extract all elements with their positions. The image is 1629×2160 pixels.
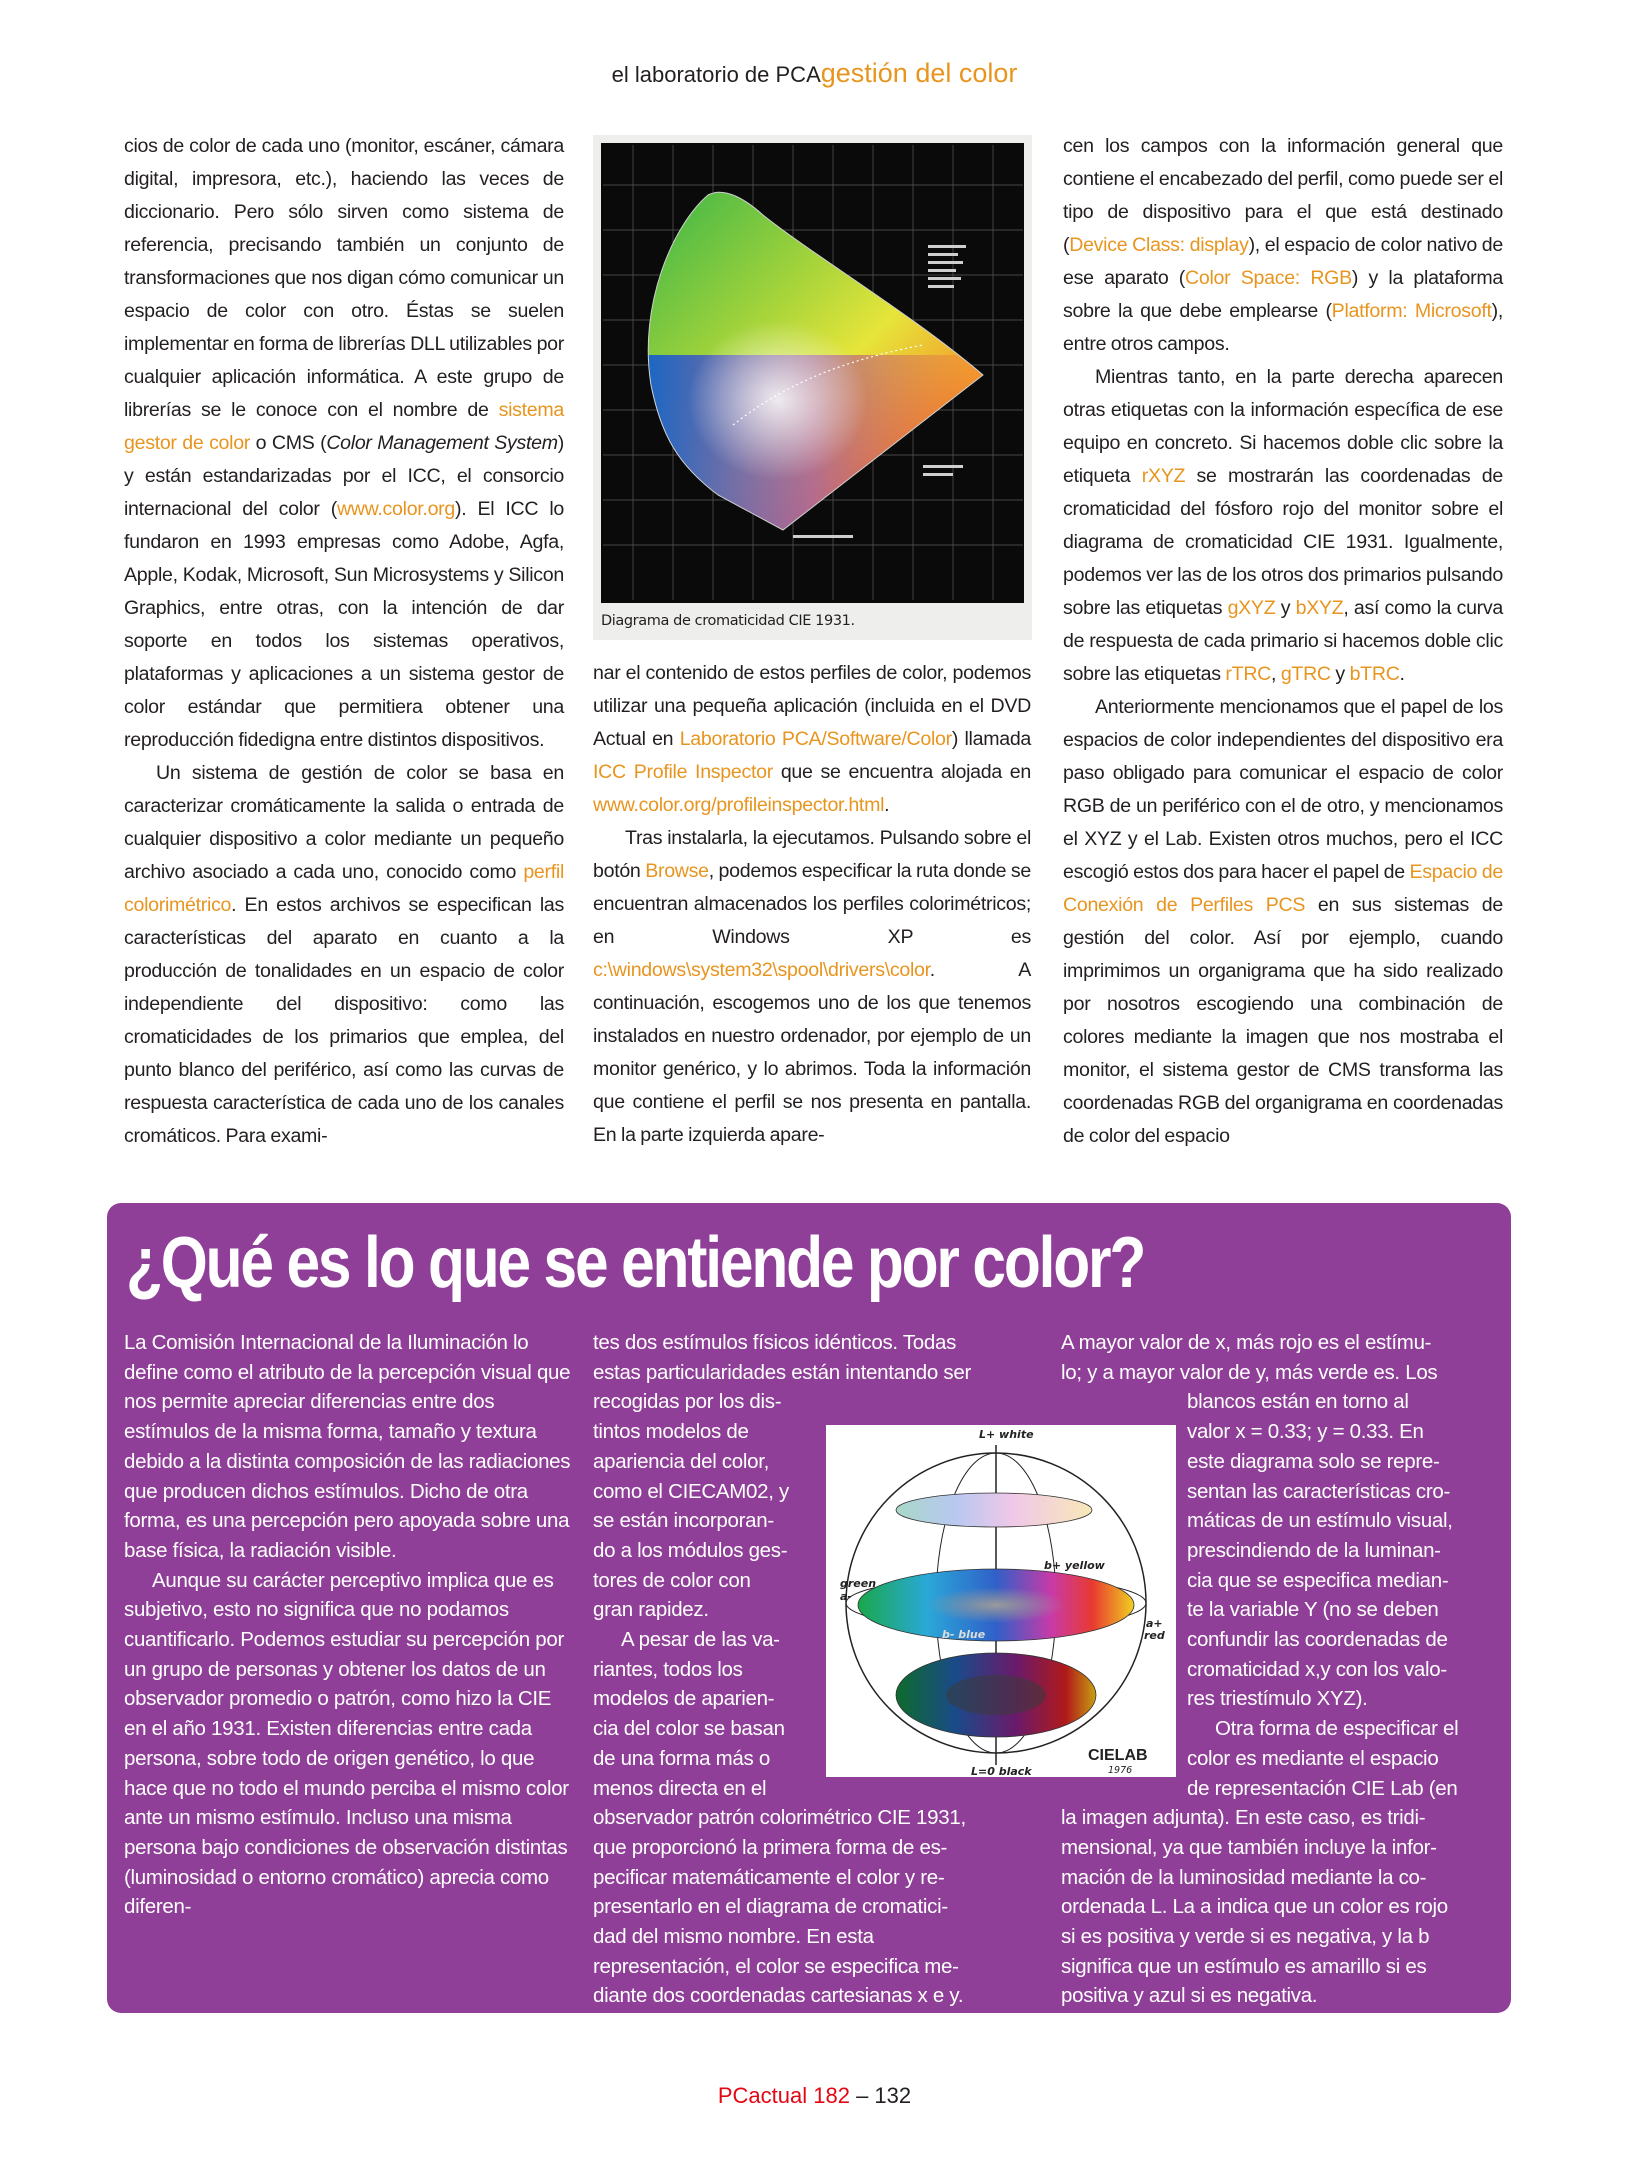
text-run: o CMS ( — [250, 432, 327, 454]
text-run: Mientras tanto, en la parte derecha aparecen otras etiquetas con la información específica de ese equipo en concreto. Si hacemos doble clic sobre la etiqueta — [1063, 366, 1503, 487]
text-run: ) y están estandarizadas por el ICC, el consorcio internacional del color ( — [124, 432, 564, 520]
label-cielab: CIELAB — [1088, 1747, 1148, 1764]
text-line: sentan las características cro- — [1187, 1479, 1450, 1503]
article-column-3 — [1063, 130, 1503, 1153]
cie-chromaticity-diagram — [593, 135, 1032, 610]
label-year: 1976 — [1108, 1765, 1133, 1776]
sidebar-box — [107, 1203, 1511, 2013]
highlight-term: rXYZ — [1141, 465, 1186, 487]
paragraph — [124, 757, 564, 1153]
text-run: que se encuentra alojada en — [772, 761, 1031, 783]
text-run: Un sistema de gestión de color se basa en caracterizar cromáticamente la salida o entrada de cualquier dispositivo a color mediante un pequeño archivo asociado a cada uno, conocido como — [124, 762, 564, 883]
text-run: . A continuación, escogemos uno de los que tenemos instalados en nuestro ordenador, por ejemplo de un monitor genérico, y lo abrimos. Toda la información que contiene el perfil se nos presenta en pantalla. En la parte izquierda apare- — [593, 959, 1031, 1146]
text-run: Tras instalarla, la ejecutamos. Pulsando sobre el botón — [593, 827, 1031, 882]
text-line: que proporcionó la primera forma de es- — [593, 1835, 948, 1859]
highlight-term: perfil colorimétrico — [124, 861, 564, 916]
text-run: ), el espacio de color nativo de ese aparato ( — [1063, 234, 1503, 289]
paragraph: La Comisión Internacional de la Iluminación lo define como el atributo de la percepción visual que nos permite apreciar diferencias entre dos estímulos de la misma forma, tamaño y textura debido a la distinta composición de las radiaciones que producen dichos estímulos. Dicho de otra forma, es una percepción pero apoyada sobre una base física, la radiación visible. — [124, 1331, 571, 1562]
highlight-term: Espacio de Conexión de Perfiles PCS — [1063, 861, 1503, 916]
text-run: ). El ICC lo fundaron en 1993 empresas como Adobe, Agfa, Apple, Kodak, Microsoft, Sun Microsystems y Silicon Graphics, entre otras, con la intención de dar soporte en todos los sistemas operativos, plataformas y aplicaciones a un sistema gestor de color estándar que permitiera obtener una reproducción fidedigna entre distintos dispositivos. — [124, 498, 564, 751]
text-run: nar el contenido de estos perfiles de color, podemos utilizar una pequeña aplicación (incluida en el DVD Actual en — [593, 662, 1031, 750]
text-line: do a los módulos ges- — [593, 1538, 788, 1562]
url-link[interactable]: www.color.org — [336, 498, 456, 520]
highlight-term: bXYZ — [1295, 597, 1344, 619]
paragraph — [1063, 130, 1503, 361]
paragraph — [124, 130, 564, 757]
text-line: gran rapidez. — [593, 1598, 709, 1622]
text-line: valor x = 0.33; y = 0.33. En — [1187, 1420, 1424, 1444]
article-column-1 — [124, 130, 564, 1153]
label-black: L=0 black — [971, 1765, 1032, 1777]
text-line: tintos modelos de — [593, 1420, 749, 1444]
highlight-term: Laboratorio PCA/Software/Color — [679, 728, 952, 750]
magazine-issue: PCactual 182 — [717, 2083, 850, 2108]
text-line: dad del mismo nombre. En esta — [593, 1925, 874, 1949]
text-line: color es mediante el espacio — [1187, 1746, 1439, 1770]
label-a-minus: a- — [840, 1590, 852, 1603]
text-line: tores de color con — [593, 1568, 751, 1592]
figure-caption: Diagrama de cromaticidad CIE 1931. — [601, 613, 855, 629]
text-line: cia que se especifica median- — [1187, 1568, 1449, 1592]
paragraph: Aunque su carácter perceptivo implica que es subjetivo, esto no significa que no podamos cuantificarlo. Podemos estudiar su percepción por un grupo de personas y obtener los datos de un observador promedio o patrón, como hizo la CIE en el año 1931. Existen diferencias entre cada persona, sobre todo de origen genético, lo que hace que no todo el mundo perciba el mismo color ante un mismo estímulo. Incluso una misma persona bajo condiciones de observación distintas (luminosidad o entorno cromático) aprecia como diferen- — [124, 1568, 569, 1919]
text-line: A mayor valor de x, más rojo es el estímu- — [1061, 1331, 1432, 1354]
text-line: apariencia del color, — [593, 1449, 770, 1473]
text-line: mensional, ya que también incluye la infor- — [1061, 1835, 1437, 1859]
text-run: se mostrarán las coordenadas de cromaticidad del fósforo rojo del monitor sobre el diagrama de cromaticidad CIE 1931. Igualmente, podemos ver las de los otros dos primarios pulsando sobre las etiquetas — [1063, 465, 1503, 619]
highlight-term: ICC Profile Inspector — [593, 761, 773, 783]
text-line: este diagrama solo se repre- — [1187, 1449, 1440, 1473]
text-run: , podemos especificar la ruta donde se encuentran almacenados los perfiles colorimétricos; en Windows XP es — [593, 860, 1031, 948]
text-line: de representación CIE Lab (en — [1187, 1776, 1458, 1800]
text-run: y — [1330, 663, 1350, 685]
url-link[interactable]: www.color.org/profileinspector.html — [593, 794, 885, 816]
text-line: pecificar matemáticamente el color y re- — [593, 1865, 945, 1889]
highlight-term: bTRC — [1349, 663, 1400, 685]
text-line: te la variable Y (no se deben — [1187, 1598, 1439, 1622]
highlight-term: Platform: Microsoft — [1331, 300, 1492, 322]
text-line: cromaticidad x,y con los valo- — [1187, 1657, 1447, 1681]
text-run: cen los campos con la información general que contiene el encabezado del perfil, como puede ser el tipo de dispositivo para el que está destinado ( — [1063, 135, 1503, 256]
label-red: red — [1144, 1629, 1165, 1642]
cie-1931-figure — [593, 135, 1032, 640]
label-green: green — [840, 1577, 877, 1590]
highlight-term: gTRC — [1280, 663, 1331, 685]
text-line: cia del color se basan — [593, 1717, 785, 1741]
text-line: lo; y a mayor valor de y, más verde es. Los — [1061, 1360, 1438, 1384]
label-blue: b- blue — [942, 1628, 986, 1641]
text-line: significa que un estímulo es amarillo si es — [1061, 1954, 1427, 1978]
header-label: el laboratorio de PCA — [611, 62, 821, 87]
highlight-term: rTRC — [1225, 663, 1272, 685]
paragraph — [593, 822, 1031, 1152]
highlight-term: Browse — [645, 860, 709, 882]
text-run: Anteriormente mencionamos que el papel de los espacios de color independientes del dispositivo era paso obligado para comunicar el espacio de color RGB de un periférico con el de otro, y mencionamos el XYZ y el Lab. Existen otros muchos, pero el ICC escogió estos dos para hacer el papel de — [1063, 696, 1503, 883]
box-title: ¿Qué es lo que se entiende por color? — [126, 1223, 1145, 1303]
label-white: L+ white — [979, 1428, 1034, 1441]
text-run: . En estos archivos se especifican las características del aparato en cuanto a la producción de tonalidades en un espacio de color independiente del dispositivo: como las cromaticidades de los primarios que emplea, del punto blanco del periférico, así como las curvas de respuesta característica de cada uno de los canales cromáticos. Para exami- — [124, 894, 564, 1147]
cielab-sphere-diagram — [826, 1425, 1176, 1777]
text-line: menos directa en el — [593, 1776, 767, 1800]
text-line: blancos están en torno al — [1187, 1390, 1409, 1414]
italic-term: Color Management System — [326, 432, 558, 454]
highlight-path: c:\windows\system32\spool\drivers\color — [593, 959, 930, 981]
label-yellow: b+ yellow — [1044, 1559, 1105, 1572]
text-run: . — [884, 794, 890, 816]
paragraph — [593, 657, 1031, 822]
paragraph — [1063, 361, 1503, 691]
highlight-term: Device Class: display — [1069, 234, 1249, 256]
text-run: ) llamada — [951, 728, 1032, 750]
article-column-2 — [593, 657, 1031, 1152]
box-column-1 — [124, 1328, 574, 1922]
text-line: mación de la luminosidad mediante la co- — [1061, 1865, 1427, 1889]
cielab-figure — [826, 1425, 1176, 1777]
text-line: positiva y azul si es negativa. — [1061, 1984, 1318, 2008]
text-line: presentarlo en el diagrama de cromatici- — [593, 1895, 948, 1919]
text-line: Otra forma de especificar el — [1215, 1717, 1459, 1741]
text-line: modelos de aparien- — [593, 1687, 775, 1711]
page-footer — [0, 2083, 1629, 2109]
text-line: estas particularidades están intentando ser — [593, 1360, 971, 1384]
highlight-term: gXYZ — [1227, 597, 1276, 619]
text-run: y — [1275, 597, 1296, 619]
text-line: prescindiendo de la luminan- — [1187, 1538, 1441, 1562]
text-line: observador patrón colorimétrico CIE 1931, — [593, 1806, 966, 1830]
text-line: representación, el color se especifica me- — [593, 1954, 959, 1978]
text-line: de una forma más o — [593, 1746, 770, 1770]
text-line: res triestímulo XYZ). — [1187, 1687, 1368, 1711]
text-line: A pesar de las va- — [621, 1628, 780, 1652]
text-run: cios de color de cada uno (monitor, escáner, cámara digital, impresora, etc.), haciendo las veces de diccionario. Pero sólo sirven como sistema de referencia, precisando también un conjunto de transformaciones que nos digan cómo comunicar un espacio de color con otro. Éstas se suelen implementar en forma de librerías DLL utilizables por cualquier aplicación informática. A este grupo de librerías se le conoce con el nombre de — [124, 135, 564, 421]
text-line: diante dos coordenadas cartesianas x e y. — [593, 1984, 964, 2008]
text-run: en sus sistemas de gestión del color. Así por ejemplo, cuando imprimimos un organigrama que ha sido realizado por nosotros escogiendo una combinación de colores mediante la imagen que nos mostraba el monitor, el sistema gestor de CMS transforma las coordenadas RGB del organigrama en coordenadas de color del espacio — [1063, 894, 1503, 1147]
text-run: , así como la curva de respuesta de cada primario si hacemos doble clic sobre las etiquetas — [1063, 597, 1503, 685]
text-run: ) y la plataforma sobre la que debe emplearse ( — [1063, 267, 1503, 322]
text-line: confundir las coordenadas de — [1187, 1628, 1448, 1652]
text-line: como el CIECAM02, y — [593, 1479, 789, 1503]
running-header — [0, 58, 1629, 89]
text-line: recogidas por los dis- — [593, 1390, 782, 1414]
text-line: la imagen adjunta). En este caso, es tridi- — [1061, 1806, 1426, 1830]
label-a-plus: a+ — [1146, 1617, 1163, 1630]
page-number: – 132 — [849, 2083, 912, 2108]
text-line: ordenada L. La a indica que un color es rojo — [1061, 1895, 1448, 1919]
text-line: tes dos estímulos físicos idénticos. Todas — [593, 1331, 957, 1354]
text-line: se están incorporan- — [593, 1509, 774, 1533]
highlight-term: sistema gestor de color — [124, 399, 564, 454]
highlight-term: Color Space: RGB — [1185, 267, 1352, 289]
paragraph — [1063, 691, 1503, 1153]
header-section: gestión del color — [820, 58, 1018, 88]
text-run: , — [1271, 663, 1281, 685]
text-run: ), entre otros campos. — [1063, 300, 1503, 355]
text-run: . — [1399, 663, 1405, 685]
text-line: riantes, todos los — [593, 1657, 743, 1681]
text-line: máticas de un estímulo visual, — [1187, 1509, 1453, 1533]
text-line: si es positiva y verde si es negativa, y la b — [1061, 1925, 1430, 1949]
